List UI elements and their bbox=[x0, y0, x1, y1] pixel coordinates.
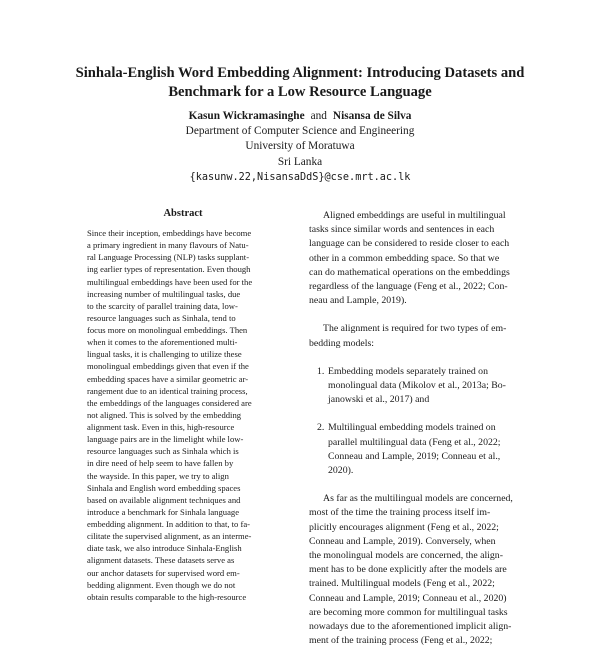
text-line: bedding alignment. Even though we do not bbox=[87, 579, 236, 590]
text-line: cilitate the supervised alignment, as an interme- bbox=[87, 531, 252, 542]
text-line: multilingual embeddings have been used for the bbox=[87, 276, 253, 287]
text-line: Conneau and Lample, 2019). Conversely, when bbox=[309, 535, 496, 547]
text-line: Embedding models separately trained on bbox=[328, 365, 488, 377]
author-name: Kasun Wickramasinghe bbox=[188, 110, 305, 122]
text-line: when it comes to the aforementioned multi- bbox=[87, 337, 238, 348]
multilingual-paragraph bbox=[309, 492, 532, 648]
text-line: ment of the training process (Feng et al., 2022; bbox=[309, 635, 493, 647]
text-line: resource languages such as Sinhala which is bbox=[87, 446, 239, 457]
text-line: lingual tasks, it is challenging to utilize these bbox=[87, 349, 242, 360]
text-line: increasing number of multilingual tasks, due bbox=[87, 288, 241, 299]
author-name: Nisansa de Silva bbox=[332, 110, 412, 122]
author-department: Department of Computer Science and Engineering bbox=[185, 125, 415, 138]
text-line: Since their inception, embeddings have become bbox=[87, 228, 252, 238]
text-line: embedding alignment. In addition to that, to fa- bbox=[87, 519, 251, 529]
author-names bbox=[60, 109, 540, 124]
text-line: the wayside. In this paper, we try to align bbox=[87, 470, 229, 481]
text-line: can do mathematical operations on the embeddings bbox=[309, 266, 510, 278]
text-line: ral Language Processing (NLP) tasks supplant- bbox=[87, 252, 250, 263]
list-item bbox=[309, 421, 532, 478]
text-line: neau and Lample, 2019). bbox=[309, 295, 407, 307]
alignment-type-list bbox=[309, 365, 532, 492]
text-line: to the scarcity of parallel training data, low- bbox=[87, 300, 238, 311]
text-line: Multilingual embedding models trained on bbox=[328, 422, 496, 434]
text-line: Sinhala and English word embedding spaces bbox=[87, 482, 241, 493]
text-line: 2020). bbox=[328, 465, 354, 477]
text-line: bedding models: bbox=[309, 337, 375, 349]
text-line: nowadays due to the aforementioned implicit align- bbox=[309, 621, 512, 633]
text-line: Conneau and Lample, 2019; Conneau et al., 2020) bbox=[309, 592, 507, 604]
text-line: janowski et al., 2017) and bbox=[328, 394, 430, 406]
text-line: obtain results comparable to the high-resource bbox=[87, 591, 247, 602]
text-line: our anchor datasets for supervised word em- bbox=[87, 567, 240, 578]
alignment-types-paragraph bbox=[309, 322, 532, 350]
text-line: based on available alignment techniques and bbox=[87, 494, 241, 505]
text-line: the embeddings of the languages considered are bbox=[87, 397, 252, 408]
paper-title bbox=[60, 64, 540, 102]
text-line: ment has to be done explicitly after the models are bbox=[309, 564, 507, 576]
text-line: Conneau and Lample, 2019; Conneau et al., bbox=[328, 450, 501, 462]
text-line: most of the time the training process itself im- bbox=[309, 507, 491, 519]
text-line: a primary ingredient in many flavours of Natu- bbox=[87, 240, 249, 251]
text-line: embedding spaces have a similar geometric ar- bbox=[87, 373, 249, 384]
text-line: ing earlier types of representation. Even though bbox=[87, 264, 251, 275]
text-line: in dire need of help seem to have fallen by bbox=[87, 458, 234, 469]
text-line: monolingual embeddings given that even if the bbox=[87, 361, 249, 372]
text-line: not aligned. This is solved by the embedding bbox=[87, 409, 242, 420]
intro-paragraph bbox=[309, 209, 532, 308]
text-line: language pairs are in the limelight while low- bbox=[87, 434, 244, 445]
text-line: introduce a benchmark for Sinhala language bbox=[87, 506, 240, 517]
text-line: focus more on monolingual embeddings. Then bbox=[87, 325, 248, 335]
author-block bbox=[60, 109, 540, 185]
list-number: 1. bbox=[317, 365, 325, 377]
author-country: Sri Lanka bbox=[277, 155, 323, 168]
text-line: the monolingual models are concerned, the align- bbox=[309, 550, 503, 562]
text-line: monolingual data (Mikolov et al., 2013a; Bo- bbox=[328, 380, 506, 392]
text-line: language can be considered to reside closer to each bbox=[309, 238, 510, 250]
text-line: rangement due to an identical training process, bbox=[87, 385, 248, 396]
text-line: trained. Multilingual models (Feng et al., 2022; bbox=[309, 578, 495, 590]
text-line: The alignment is required for two types of em- bbox=[323, 323, 507, 335]
author-email: {kasunw.22,NisansaDdS}@cse.mrt.ac.lk bbox=[189, 171, 411, 183]
abstract-body bbox=[87, 227, 279, 603]
author-university: University of Moratuwa bbox=[245, 140, 355, 153]
text-line: parallel multilingual data (Feng et al., 2022; bbox=[328, 436, 501, 448]
text-line: resource languages such as Sinhala, tend to bbox=[87, 312, 236, 323]
text-line: plicitly encourages alignment (Feng et al., 2022; bbox=[309, 521, 499, 533]
text-line: regardless of the language (Feng et al., 2022; Con- bbox=[309, 281, 508, 293]
text-line: Aligned embeddings are useful in multilingual bbox=[323, 210, 506, 221]
title-line: Benchmark for a Low Resource Language bbox=[168, 84, 432, 100]
text-line: tasks since similar words and sentences in each bbox=[309, 224, 495, 236]
text-line: As far as the multilingual models are concerned, bbox=[323, 493, 513, 505]
author-conjunction: and bbox=[310, 110, 327, 122]
list-item bbox=[309, 365, 532, 408]
text-line: are becoming more common for multilingual tasks bbox=[309, 606, 508, 618]
title-line: Sinhala-English Word Embedding Alignment: Introducing Datasets and bbox=[75, 65, 525, 81]
abstract-heading: Abstract bbox=[163, 208, 203, 219]
list-number: 2. bbox=[317, 422, 325, 434]
text-line: other in a common embedding space. So that we bbox=[309, 252, 500, 264]
text-line: alignment datasets. These datasets serve as bbox=[87, 555, 235, 566]
right-column bbox=[309, 209, 532, 648]
text-line: alignment task. Even in this, high-resource bbox=[87, 422, 235, 432]
text-line: diate task, we also introduce Sinhala-English bbox=[87, 543, 242, 554]
